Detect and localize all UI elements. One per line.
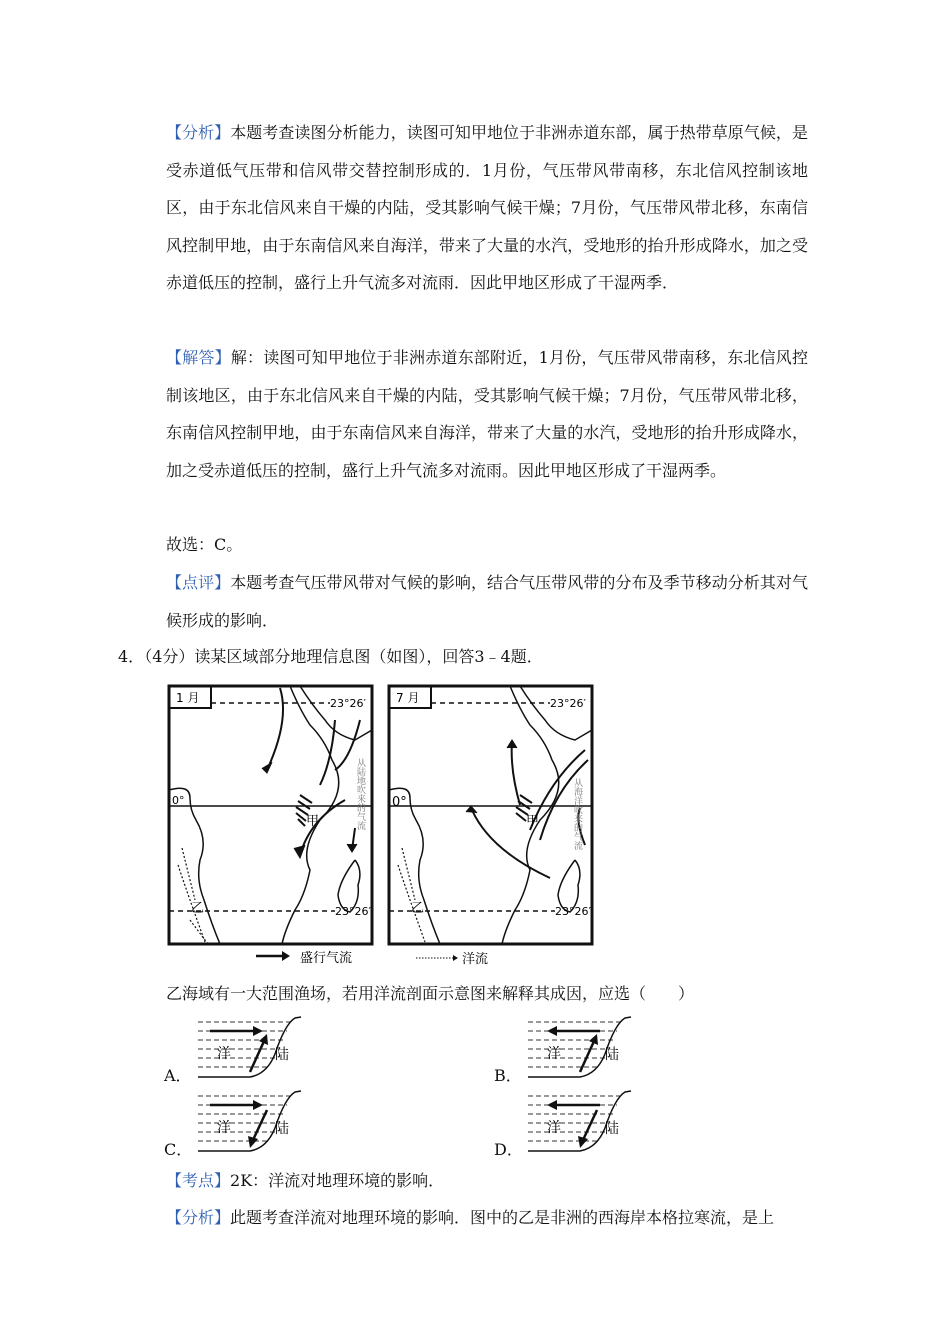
kaodian-tag: 【考点】 xyxy=(166,1171,231,1190)
option-a-land-label: 陆 xyxy=(275,1047,289,1063)
option-b-land-label: 陆 xyxy=(605,1047,619,1063)
legend-wind-label: 盛行气流 xyxy=(300,951,353,966)
comment-tag: 【点评】 xyxy=(166,573,231,592)
map-right-tropic-south: 23°26′ xyxy=(555,905,591,918)
map-right-vertical-label: 从海洋吹来的气流 xyxy=(572,778,582,850)
option-a-diagram xyxy=(195,1014,305,1084)
option-d-diagram xyxy=(525,1088,635,1158)
legend-wind-arrow-icon xyxy=(256,951,290,961)
map-right-title: 7 月 xyxy=(396,691,420,705)
subquestion-text: 乙海域有一大范围渔场，若用洋流剖面示意图来解释其成因，应选（ ） xyxy=(166,984,695,1003)
answer-text: 解：读图可知甲地位于非洲赤道东部附近，1月份，气压带风带南移，东北信风控制该地区，由于东北信风来自干燥的内陆，受其影响气候干燥；7月份，气压带风带北移，东南信风控制甲地，由于东南信风来自海洋，带来了大量的水汽，受地形的抬升形成降水，加之受赤道低压的控制，盛行上升气流多对流雨。因此甲地区形成了干湿两季。 xyxy=(166,348,808,480)
answer-tag: 【解答】 xyxy=(166,348,231,367)
map-left-jia: 甲 xyxy=(306,814,320,829)
legend-current-arrow-icon xyxy=(416,955,458,961)
option-a-label: A． xyxy=(164,1066,192,1085)
option-c-land-label: 陆 xyxy=(275,1121,289,1137)
analysis-text: 本题考查读图分析能力，读图可知甲地位于非洲赤道东部，属于热带草原气候，是受赤道低气压带和信风带交替控制形成的．1月份，气压带风带南移，东北信风控制该地区，由于东北信风来自干燥的内陆，受其影响气候干燥；7月份，气压带风带北移，东南信风控制甲地，由于东南信风来自海洋，带来了大量的水汽，受地形的抬升形成降水，加之受赤道低压的控制，盛行上升气流多对流雨．因此甲地区形成了干湿两季． xyxy=(166,123,808,292)
question-4 xyxy=(118,638,818,676)
option-b-label: B． xyxy=(494,1066,522,1085)
analysis2-paragraph xyxy=(166,1199,808,1237)
climate-map-figure xyxy=(160,680,610,970)
map-right-yi: 乙 xyxy=(411,901,425,916)
map-left-tropic-south: 23°26′ xyxy=(335,905,371,918)
option-d-ocean-label: 洋 xyxy=(547,1120,561,1136)
option-b-ocean-label: 洋 xyxy=(547,1046,561,1062)
analysis-tag: 【分析】 xyxy=(166,123,231,142)
comment-paragraph xyxy=(166,564,808,639)
question-text: （4分）读某区域部分地理信息图（如图），回答3﹣4题． xyxy=(144,647,543,666)
analysis-paragraph xyxy=(166,114,808,302)
map-left-vertical-label: 从陆地吹来的气流 xyxy=(355,758,365,830)
option-b-diagram xyxy=(525,1014,635,1084)
analysis2-tag: 【分析】 xyxy=(166,1208,231,1227)
option-a-ocean-label: 洋 xyxy=(217,1046,231,1062)
kaodian-text: 2K：洋流对地理环境的影响． xyxy=(230,1171,445,1190)
option-d-label: D． xyxy=(494,1140,523,1159)
answer-paragraph xyxy=(166,339,808,489)
map-right-tropic-north: 23°26′ xyxy=(550,697,586,710)
option-d-land-label: 陆 xyxy=(605,1121,619,1137)
option-c-label: C． xyxy=(164,1140,193,1159)
kaodian-paragraph xyxy=(166,1162,808,1200)
choice-line: 故选：C。 xyxy=(166,535,243,554)
question-number: 4． xyxy=(118,647,145,666)
map-left-tropic-north: 23°26′ xyxy=(330,697,366,710)
map-left-equator: 0° xyxy=(172,794,185,807)
analysis2-text: 此题考查洋流对地理环境的影响．图中的乙是非洲的西海岸本格拉寒流，是上 xyxy=(230,1208,775,1227)
option-c-diagram xyxy=(195,1088,305,1158)
map-right-jia: 甲 xyxy=(526,814,540,829)
map-right-equator: 0° xyxy=(392,795,407,810)
legend-current-label: 洋流 xyxy=(462,952,489,967)
map-left-yi: 乙 xyxy=(191,901,205,916)
map-left-title: 1 月 xyxy=(176,691,200,705)
option-c-ocean-label: 洋 xyxy=(217,1120,231,1136)
comment-text: 本题考查气压带风带对气候的影响，结合气压带风带的分布及季节移动分析其对气候形成的影响． xyxy=(166,573,808,630)
